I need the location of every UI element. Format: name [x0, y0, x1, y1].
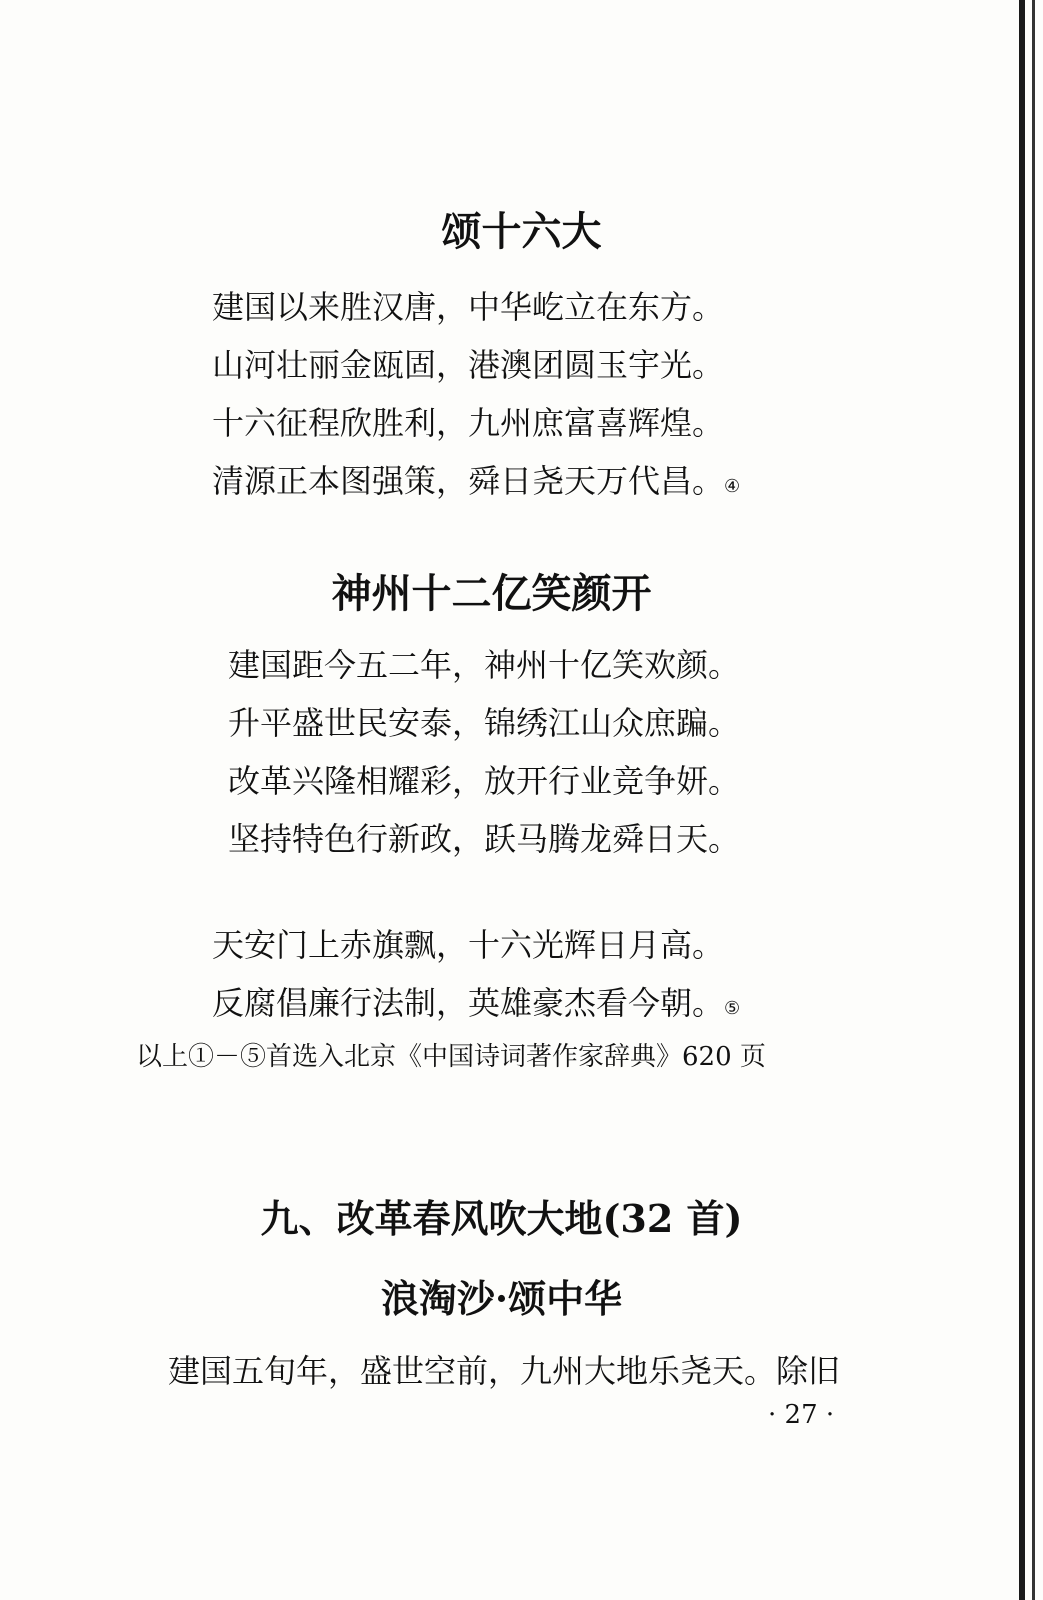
prose-line: 建国五旬年，盛世空前，九州大地乐尧天。除旧	[168, 1352, 841, 1390]
poem-line: 建国以来胜汉唐，中华屹立在东方。	[212, 288, 725, 326]
poem2-stanza1	[228, 636, 740, 868]
source-note: 以上①－⑤首选入北京《中国诗词著作家辞典》620 页	[136, 1042, 766, 1072]
page-number: · 27 ·	[768, 1400, 835, 1430]
poem-line: 天安门上赤旗飘，十六光辉日月高。	[212, 926, 725, 964]
poem-line: 十六征程欣胜利，九州庶富喜辉煌。	[212, 404, 725, 442]
poem1-title: 颂十六大	[441, 208, 602, 255]
poem-line: 山河壮丽金瓯固，港澳团圆玉宇光。	[212, 346, 725, 384]
poem-line: 坚持特色行新政，跃马腾龙舜日天。	[228, 820, 741, 858]
section-title: 九、改革春风吹大地(32 首)	[260, 1196, 743, 1241]
section-subtitle: 浪淘沙·颂中华	[380, 1276, 623, 1321]
poem-line: 改革兴隆相耀彩，放开行业竞争妍。	[228, 762, 741, 800]
poem2-title: 神州十二亿笑颜开	[331, 570, 652, 617]
poem-line: 建国距今五二年，神州十亿笑欢颜。	[228, 646, 741, 684]
footnote-mark: ④	[724, 476, 741, 497]
poem2-stanza2	[212, 916, 740, 1038]
footnote-mark: ⑤	[724, 998, 741, 1019]
poem1-body	[212, 278, 740, 516]
poem-line: 反腐倡廉行法制，英雄豪杰看今朝。⑤	[212, 984, 741, 1022]
poem-line: 升平盛世民安泰，锦绣江山众庶蹁。	[228, 704, 741, 742]
poem-line: 清源正本图强策，舜日尧天万代昌。④	[212, 462, 741, 500]
